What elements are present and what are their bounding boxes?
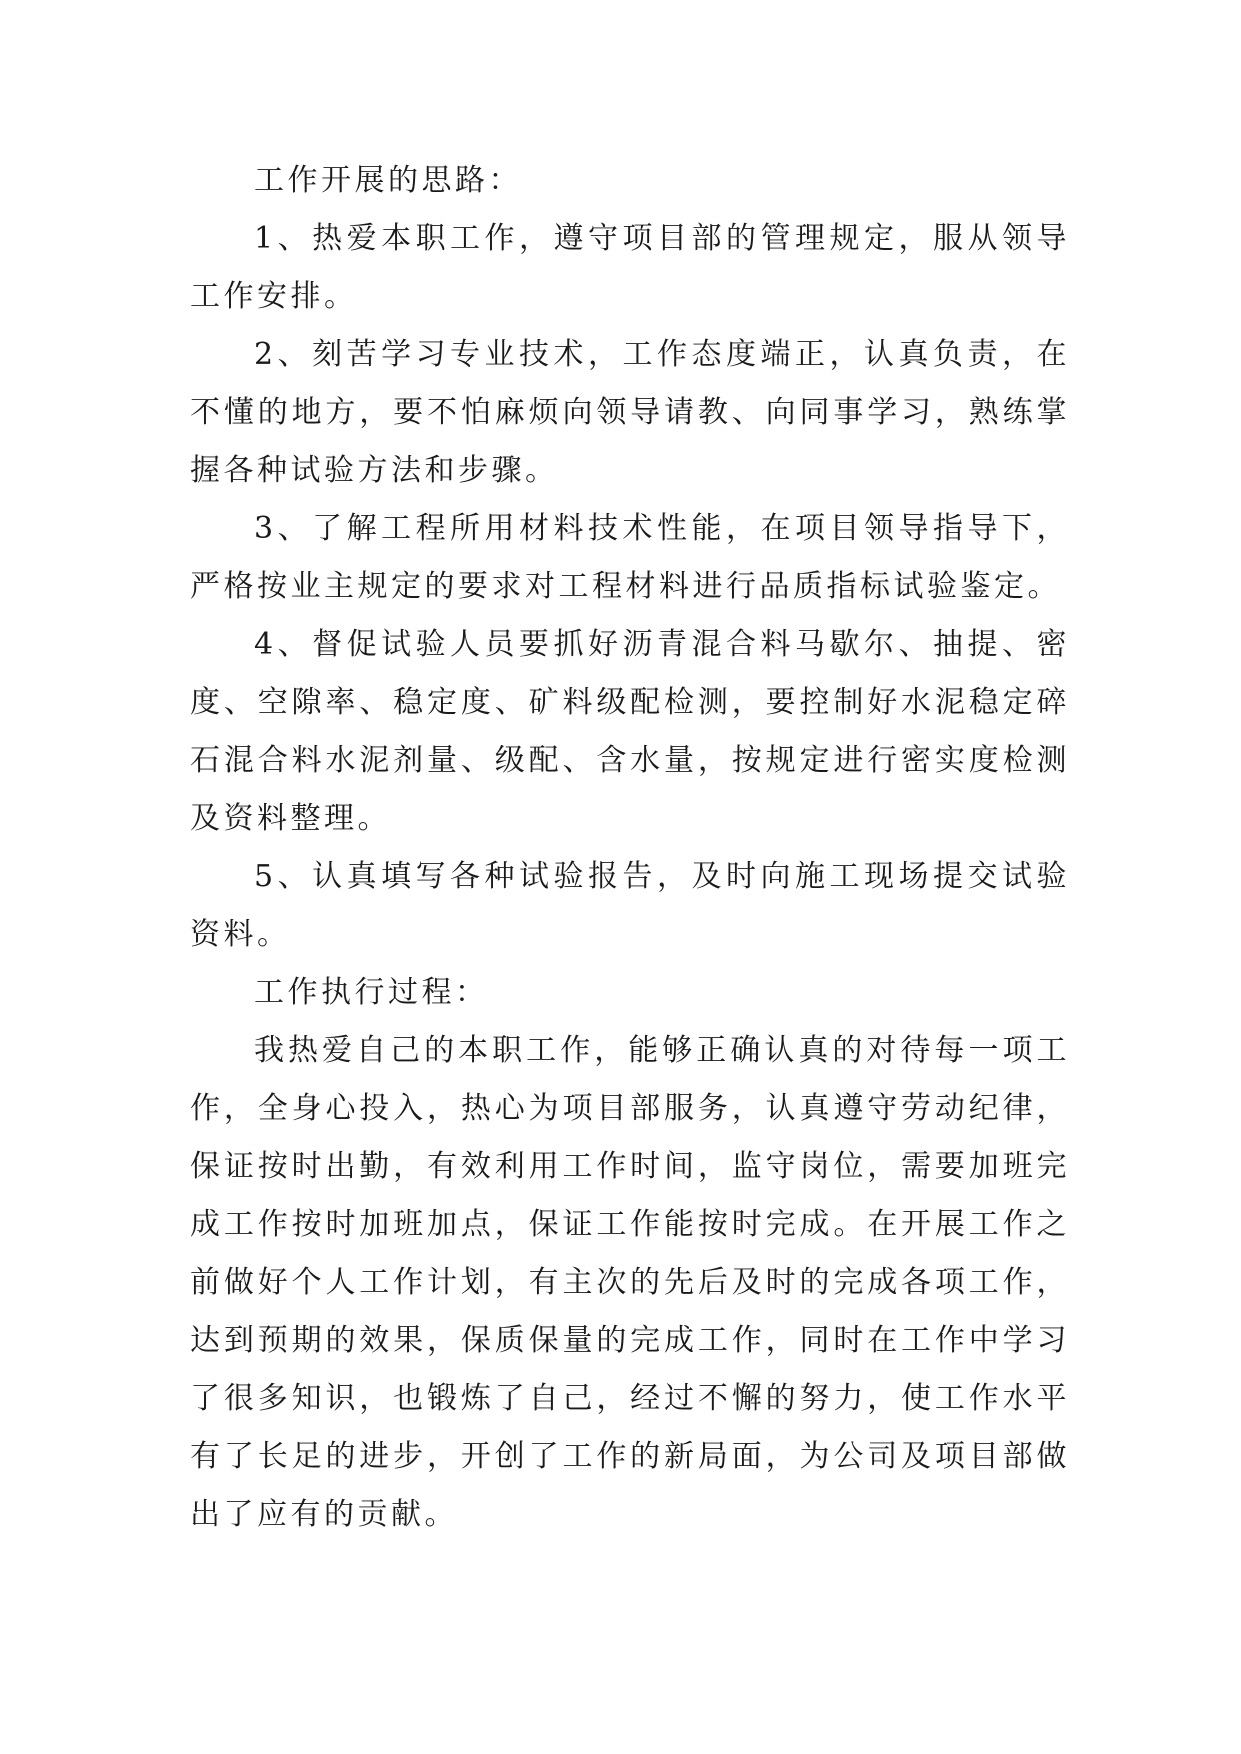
paragraph-item-2: 2、刻苦学习专业技术，工作态度端正，认真负责，在不懂的地方，要不怕麻烦向领导请教、向同事学习，熟练掌握各种试验方法和步骤。	[190, 337, 1070, 488]
paragraph-item-4: 4、督促试验人员要抓好沥青混合料马歇尔、抽提、密度、空隙率、稳定度、矿料级配检测，要控制好水泥稳定碎石混合料水泥剂量、级配、含水量，按规定进行密实度检测及资料整理。	[190, 627, 1070, 836]
document-body	[190, 152, 1070, 1544]
paragraph-item-5: 5、认真填写各种试验报告，及时向施工现场提交试验资料。	[190, 859, 1070, 952]
paragraph-item-1: 1、热爱本职工作，遵守项目部的管理规定，服从领导工作安排。	[190, 221, 1070, 314]
paragraph-execution-body: 我热爱自己的本职工作，能够正确认真的对待每一项工作，全身心投入，热心为项目部服务，认真遵守劳动纪律，保证按时出勤，有效利用工作时间，监守岗位，需要加班完成工作按时加班加点，保证工作能按时完成。在开展工作之前做好个人工作计划，有主次的先后及时的完成各项工作，达到预期的效果，保质保量的完成工作，同时在工作中学习了很多知识，也锻炼了自己，经过不懈的努力，使工作水平有了长足的进步，开创了工作的新局面，为公司及项目部做出了应有的贡献。	[190, 1033, 1070, 1532]
heading-work-approach: 工作开展的思路：	[254, 163, 522, 198]
heading-work-execution: 工作执行过程：	[254, 975, 489, 1010]
paragraph-item-3: 3、了解工程所用材料技术性能，在项目领导指导下，严格按业主规定的要求对工程材料进行品质指标试验鉴定。	[190, 511, 1070, 604]
